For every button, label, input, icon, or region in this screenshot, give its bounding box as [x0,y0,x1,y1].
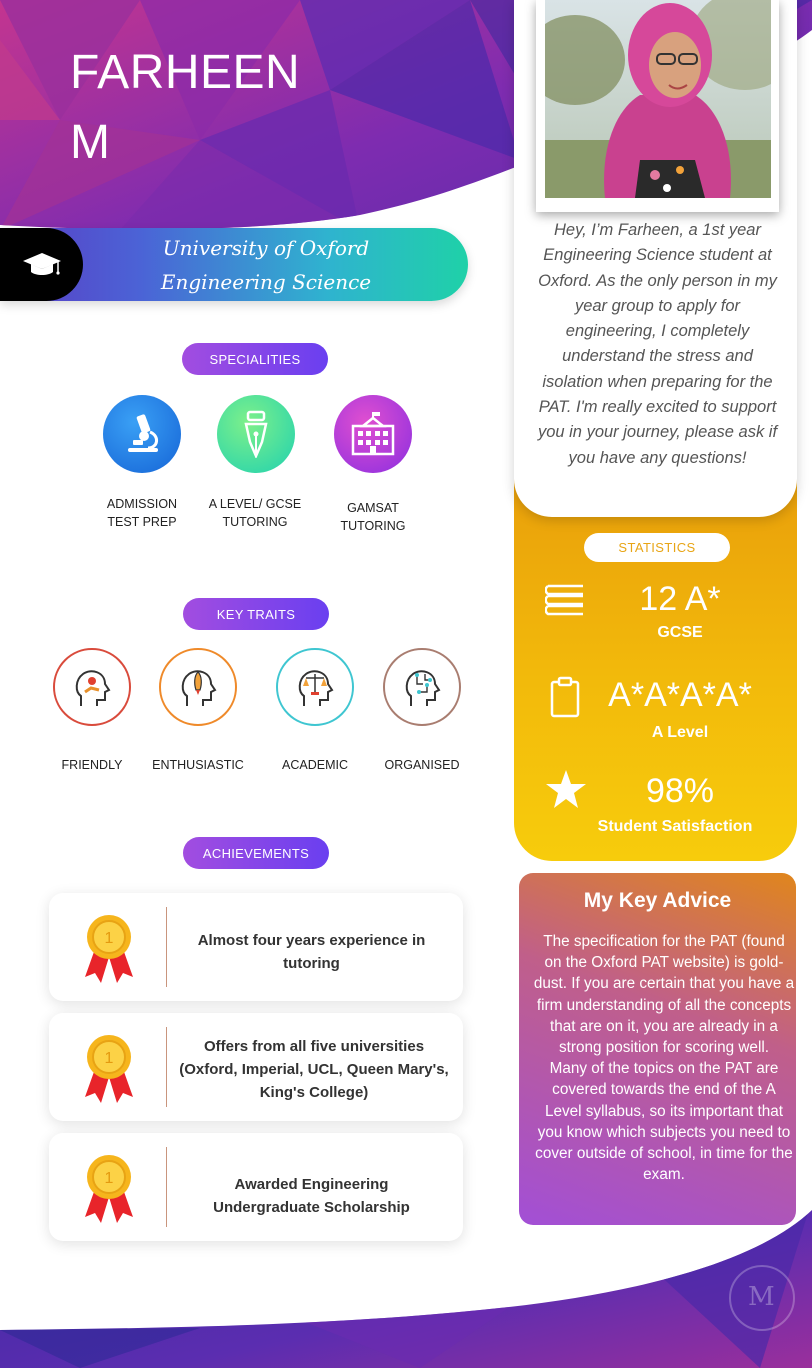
achievement-text: Offers from all five universities (Oxford, Imperial, UCL, Queen Mary's, King's College) [179,1038,449,1101]
graduation-cap-icon [0,228,83,301]
key-advice-card [519,873,796,1225]
medal-icon [79,1151,139,1225]
watermark-logo: M [748,1282,775,1312]
statistics-heading: STATISTICS [584,533,730,562]
alevel-value: A*A*A*A* [608,676,752,714]
clipboard-icon [549,676,581,718]
achievement-text: Awarded Engineering Undergraduate Scholarship [213,1176,410,1216]
achievement-card [49,1013,463,1121]
gcse-label: GCSE [657,624,703,641]
medal-icon [79,1031,139,1105]
satisfaction-value: 98% [645,772,715,810]
friendly-head-icon [53,648,131,726]
bio-text: Hey, I’m Farheen, a 1st year Engineering Science student at Oxford. As the only person in my year group to apply for engineering, I completely understand the stress and isolation when preparing for the PAT. I'm really excited to support you in your journey, please ask if you have any questions! [537,221,778,467]
svg-text:1: 1 [104,930,114,947]
trait-organised: ORGANISED [384,758,460,772]
achievement-card [49,893,463,1001]
svg-text:1: 1 [104,1170,114,1187]
speciality-admission: ADMISSION TEST PREP [106,497,178,529]
achievement-card [49,1133,463,1241]
organised-head-icon [383,648,461,726]
specialities-heading: SPECIALITIES [182,343,328,375]
tutor-first-name: FARHEEN [70,46,301,99]
key-advice-title: My Key Advice [583,889,732,912]
key-advice-body [533,931,795,1185]
trait-friendly: FRIENDLY [61,758,123,772]
profile-photo [545,0,771,198]
books-icon [545,580,587,618]
tutor-last-initial: M [70,116,111,169]
enthusiastic-head-icon [159,648,237,726]
key-advice-paragraph: The specification for the PAT (found on the Oxford PAT website) is gold-dust. If you are certain that you have a firm understanding of all the concepts that are on it, you are already in a strong position for scoring well. [533,933,795,1057]
achievements-heading: ACHIEVEMENTS [183,837,329,869]
course-name: Engineering Science [160,269,372,294]
gcse-value: 12 A* [639,580,721,618]
achievement-text: Almost four years experience in tutoring [197,932,426,972]
star-icon [544,768,588,810]
trait-academic: ACADEMIC [282,758,348,772]
alevel-label: A Level [651,724,709,741]
svg-text:1: 1 [104,1050,114,1067]
trait-enthusiastic: ENTHUSIASTIC [152,758,244,772]
microscope-icon [103,395,181,473]
university-name: University of Oxford [162,235,370,260]
medal-icon [79,911,139,985]
key-advice-paragraph: Many of the topics on the PAT are covered towards the end of the A Level syllabus, so its important that you know which subjects you need to cover outside of school, in time for the exam. [535,1060,793,1184]
pen-nib-icon [217,395,295,473]
university-info [100,228,432,301]
tutor-name [70,38,300,178]
key-traits-heading: KEY TRAITS [183,598,329,630]
school-building-icon [334,395,412,473]
speciality-alevel-gcse: A LEVEL/ GCSE TUTORING [208,497,302,529]
satisfaction-label: Student Satisfaction [597,818,753,835]
academic-head-icon [276,648,354,726]
speciality-gamsat: GAMSAT TUTORING [340,501,406,533]
